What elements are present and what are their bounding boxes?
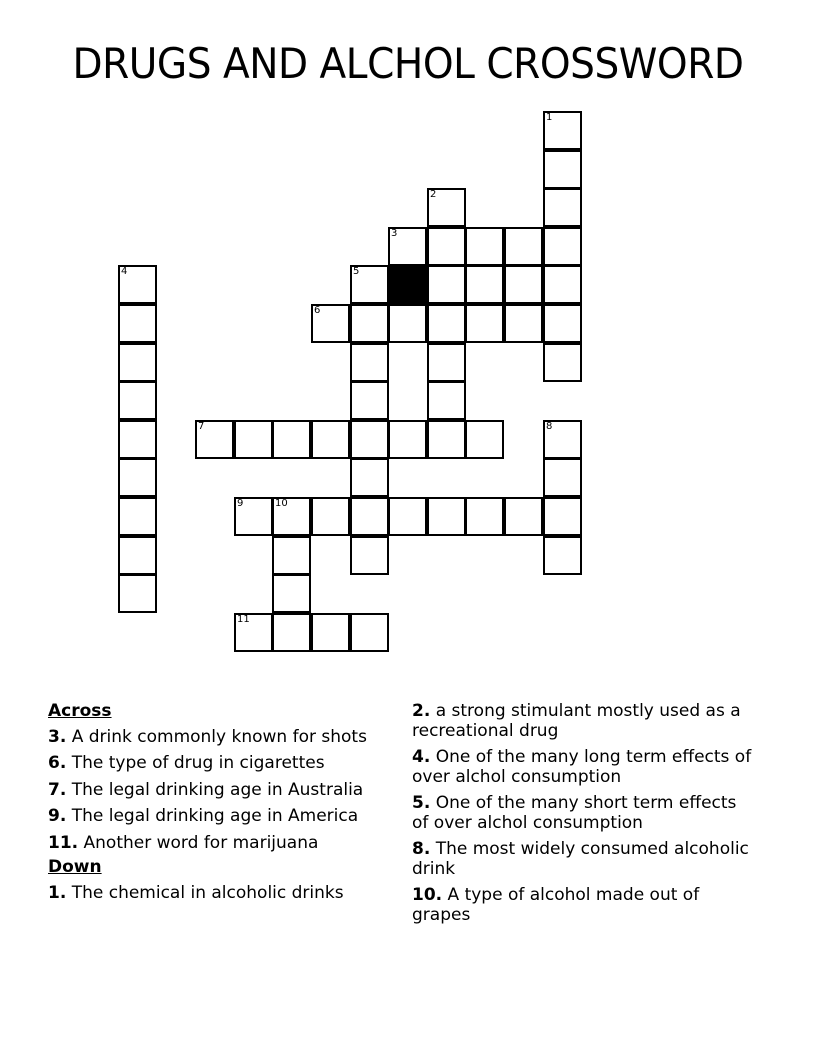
grid-cell[interactable] (427, 188, 466, 227)
grid-cell[interactable] (311, 497, 350, 536)
clue-number-label: 2 (430, 189, 437, 200)
clue-down-10 (412, 886, 757, 925)
grid-cell[interactable] (543, 111, 582, 150)
clue-down-2 (412, 702, 757, 741)
clue-number-label: 7 (198, 421, 205, 432)
grid-cell[interactable] (543, 265, 582, 304)
grid-cell[interactable] (350, 613, 389, 652)
clue-down-5 (412, 794, 757, 833)
grid-cell[interactable] (427, 497, 466, 536)
grid-cell[interactable] (465, 265, 504, 304)
clue-number-label: 6 (314, 305, 321, 316)
grid-cell[interactable] (234, 420, 273, 459)
grid-cell[interactable] (504, 227, 543, 266)
clue-number-label: 4 (121, 266, 128, 277)
grid-cell[interactable] (427, 343, 466, 382)
grid-cell[interactable] (350, 458, 389, 497)
clue-down-4 (412, 748, 757, 787)
clue-text: The most widely consumed alcoholic drink (412, 839, 749, 879)
clue-number-label: 3 (391, 228, 398, 239)
grid-cell[interactable] (427, 420, 466, 459)
clue-number: 8. (412, 839, 431, 859)
clue-across-9 (48, 807, 398, 827)
grid-cell[interactable] (118, 304, 157, 343)
grid-cell[interactable] (234, 497, 273, 536)
grid-cell[interactable] (118, 574, 157, 613)
grid-cell[interactable] (465, 497, 504, 536)
grid-cell[interactable] (465, 227, 504, 266)
page-title: DRUGS AND ALCHOL CROSSWORD (72, 39, 744, 88)
down-heading: Down (48, 857, 102, 877)
clue-number-label: 8 (546, 421, 553, 432)
grid-cell[interactable] (427, 381, 466, 420)
clue-text: A type of alcohol made out of grapes (412, 885, 700, 925)
grid-cell[interactable] (118, 343, 157, 382)
clue-number: 5. (412, 793, 431, 813)
clue-number: 2. (412, 701, 431, 721)
clue-text: One of the many short term effects of over alchol consumption (412, 793, 737, 833)
grid-cell[interactable] (543, 497, 582, 536)
grid-cell[interactable] (195, 420, 234, 459)
clue-text: The type of drug in cigarettes (71, 753, 325, 773)
grid-cell[interactable] (350, 265, 389, 304)
blocked-cell (388, 265, 427, 304)
clue-text: The legal drinking age in America (71, 806, 359, 826)
clue-number: 3. (48, 726, 67, 747)
grid-cell[interactable] (118, 497, 157, 536)
grid-cell[interactable] (543, 304, 582, 343)
grid-cell[interactable] (543, 458, 582, 497)
grid-cell[interactable] (427, 304, 466, 343)
grid-cell[interactable] (388, 304, 427, 343)
clue-text: A drink commonly known for shots (71, 726, 367, 747)
clue-number: 10. (412, 885, 443, 905)
grid-cell[interactable] (311, 420, 350, 459)
clues-right-column (412, 702, 757, 932)
grid-cell[interactable] (311, 613, 350, 652)
clue-number: 4. (412, 747, 431, 767)
grid-cell[interactable] (504, 265, 543, 304)
grid-cell[interactable] (543, 420, 582, 459)
clue-text: One of the many long term effects of over alchol consumption (412, 747, 752, 787)
grid-cell[interactable] (234, 613, 273, 652)
clue-number-label: 5 (353, 266, 360, 277)
clue-number: 9. (48, 806, 67, 826)
grid-cell[interactable] (311, 304, 350, 343)
clue-text: The legal drinking age in Australia (71, 779, 364, 800)
grid-cell[interactable] (272, 420, 311, 459)
grid-cell[interactable] (350, 420, 389, 459)
grid-cell[interactable] (504, 497, 543, 536)
clue-number: 6. (48, 753, 67, 773)
grid-cell[interactable] (272, 536, 311, 575)
clue-text: Another word for marijuana (83, 832, 319, 853)
clue-across-7 (48, 781, 398, 801)
grid-cell[interactable] (118, 265, 157, 304)
clue-number-label: 11 (237, 614, 250, 625)
grid-cell[interactable] (118, 381, 157, 420)
clue-number: 7. (48, 779, 67, 800)
grid-cell[interactable] (118, 458, 157, 497)
clue-down-8 (412, 840, 757, 879)
clue-number-label: 10 (275, 498, 288, 509)
grid-cell[interactable] (543, 536, 582, 575)
grid-cell[interactable] (543, 188, 582, 227)
clue-number-label: 9 (237, 498, 244, 509)
across-heading: Across (48, 701, 112, 721)
clue-across-3 (48, 728, 398, 748)
clue-number: 1. (48, 882, 67, 903)
grid-cell[interactable] (388, 227, 427, 266)
grid-cell[interactable] (543, 343, 582, 382)
grid-cell[interactable] (388, 497, 427, 536)
grid-cell[interactable] (118, 420, 157, 459)
clue-number: 11. (48, 832, 79, 853)
grid-cell[interactable] (388, 420, 427, 459)
grid-cell[interactable] (272, 574, 311, 613)
grid-cell[interactable] (350, 497, 389, 536)
grid-cell[interactable] (350, 343, 389, 382)
clue-text: a strong stimulant mostly used as a recreational drug (412, 701, 741, 741)
grid-cell[interactable] (350, 536, 389, 575)
grid-cell[interactable] (543, 227, 582, 266)
clue-across-11 (48, 834, 398, 854)
grid-cell[interactable] (350, 381, 389, 420)
clue-down-1 (48, 884, 398, 904)
grid-cell[interactable] (543, 150, 582, 189)
grid-cell[interactable] (272, 613, 311, 652)
clues-left-column (48, 702, 398, 910)
clue-number-label: 1 (546, 112, 553, 123)
grid-cell[interactable] (465, 420, 504, 459)
grid-cell[interactable] (350, 304, 389, 343)
grid-cell[interactable] (272, 497, 311, 536)
grid-cell[interactable] (504, 304, 543, 343)
grid-cell[interactable] (465, 304, 504, 343)
clue-across-6 (48, 754, 398, 774)
clue-text: The chemical in alcoholic drinks (71, 882, 344, 903)
grid-cell[interactable] (427, 227, 466, 266)
grid-cell[interactable] (118, 536, 157, 575)
grid-cell[interactable] (427, 265, 466, 304)
